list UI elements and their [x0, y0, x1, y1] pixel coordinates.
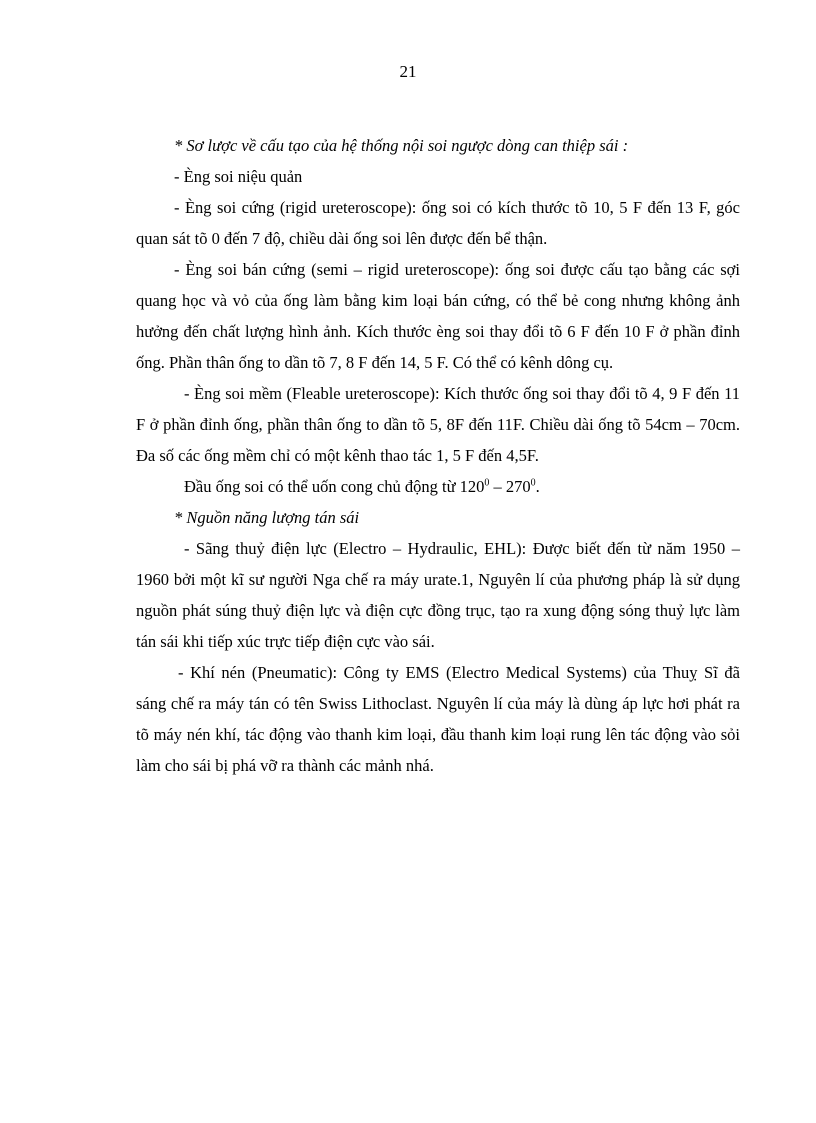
paragraph-rigid-ureteroscope: - Èng soi cứng (rigid ureteroscope): ống soi có kích thước tõ 10, 5 F đến 13 F, góc quan sát tõ 0 đến 7 độ, chiều dài ống soi lên được đến bể thận. [136, 198, 740, 248]
page-number: 21 [399, 62, 417, 81]
paragraph-tip-bending [136, 471, 740, 502]
section-heading-energy: * Nguồn năng lượng tán sái [174, 508, 360, 527]
paragraph-ureteroscope: - Èng soi niệu quản [174, 167, 303, 186]
degree-superscript-1: 0 [484, 477, 490, 489]
tip-bending-text-2: – 270 [489, 477, 531, 496]
section-heading-structure: * Sơ lược về cấu tạo của hệ thống nội soi ngược dòng can thiệp sái : [174, 136, 629, 155]
paragraph-electro-hydraulic: - Sãng thuỷ điện lực (Electro – Hydraulic, EHL): Được biết đến từ năm 1950 – 1960 bởi một kĩ sư người Nga chế ra máy urate.1, Nguyên lí của phương pháp là sử dụng nguồn phát súng thuỷ điện lực và điện cực đồng trục, tạo ra xung động sóng thuỷ lực làm tán sái khi tiếp xúc trực tiếp điện cực vào sái. [136, 539, 740, 651]
paragraph-flexible-ureteroscope: - Èng soi mềm (Fleable ureteroscope): Kích thước ống soi thay đổi tõ 4, 9 F đến 11 F ở phần đỉnh ống, phần thân ống to dần tõ 5, 8F đến 11F. Chiều dài ống tõ 54cm – 70cm. Đa số các ống mềm chỉ có một kênh thao tác 1, 5 F đến 4,5F. [136, 384, 740, 465]
paragraph-semi-rigid-ureteroscope: - Èng soi bán cứng (semi – rigid ureteroscope): ống soi được cấu tạo bằng các sợi quang học và vỏ của ống làm bằng kim loại bán cứng, có thể bẻ cong nhưng không ảnh hưởng đến chất lượng hình ảnh. Kích thước èng soi thay đổi tõ 6 F đến 10 F ở phần đỉnh ống. Phần thân ống to dần tõ 7, 8 F đến 14, 5 F. Có thể có kênh dông cụ. [136, 260, 740, 372]
degree-superscript-2: 0 [530, 477, 536, 489]
tip-bending-text-3: . [535, 477, 540, 496]
tip-bending-text-1: Đầu ống soi có thể uốn cong chủ động từ 120 [184, 477, 485, 496]
paragraph-pneumatic: - Khí nén (Pneumatic): Công ty EMS (Electro Medical Systems) của Thuỵ Sĩ đã sáng chế ra máy tán có tên Swiss Lithoclast. Nguyên lí của máy là dùng áp lực hơi phát ra tõ máy nén khí, tác động vào thanh kim loại, đầu thanh kim loại rung lên tác động vào sỏi làm cho sái bị phá vỡ ra thành các mảnh nhá. [136, 663, 740, 775]
document-body [136, 130, 740, 781]
